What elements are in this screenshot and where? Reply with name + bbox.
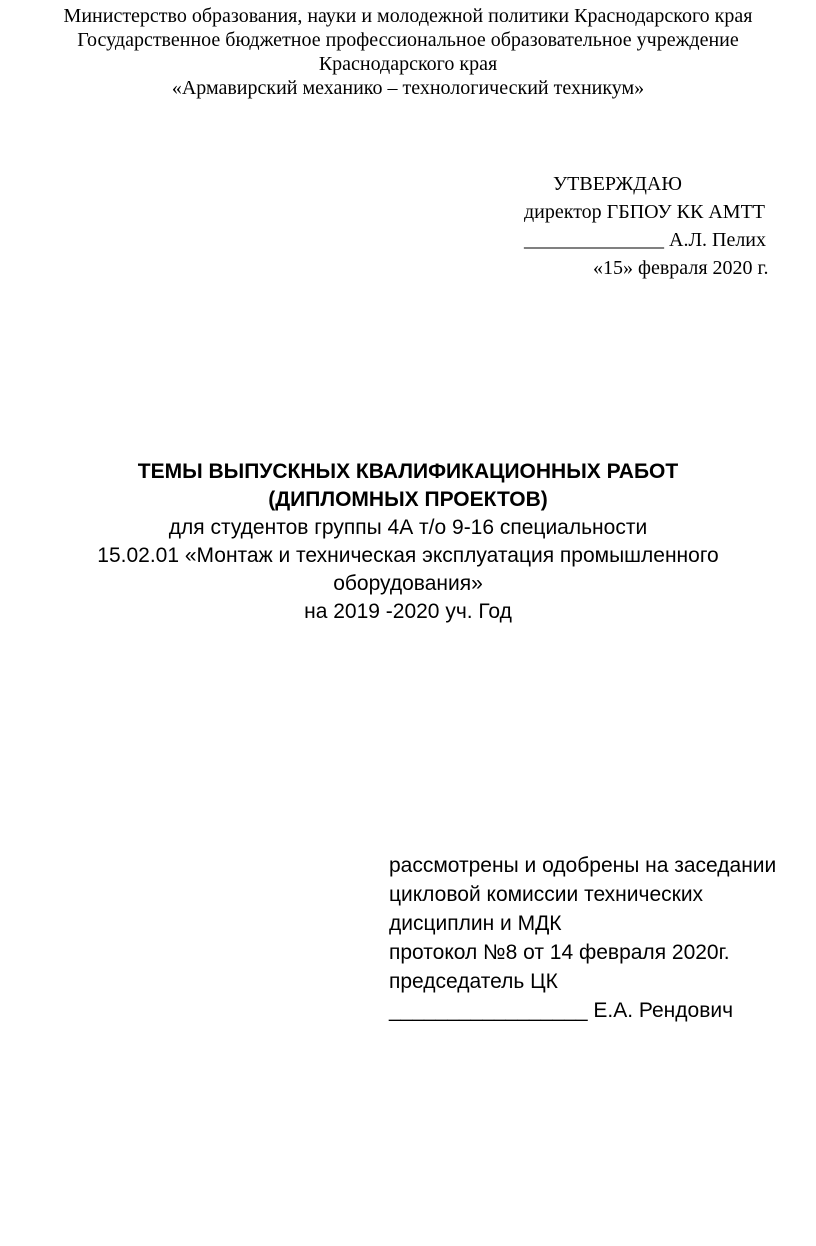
- institution-name: «Армавирский механико – технологический техникум»: [171, 77, 645, 99]
- committee-chair-title: председатель ЦК: [389, 970, 558, 993]
- protocol-number: протокол №8 от 14 февраля 2020г.: [389, 941, 730, 964]
- institution-type: Государственное бюджетное профессиональное образовательное учреждение: [77, 29, 739, 51]
- committee-line-1: рассмотрены и одобрены на заседании: [389, 854, 777, 877]
- approver-signature: ______________ А.Л. Пелих: [524, 229, 767, 251]
- committee-line-3: дисциплин и МДК: [389, 912, 562, 935]
- approval-heading: УТВЕРЖДАЮ: [553, 173, 682, 195]
- committee-line-2: цикловой комиссии технических: [389, 883, 704, 906]
- student-group: для студентов группы 4А т/о 9-16 специальности: [168, 516, 648, 539]
- committee-approval-block: [389, 851, 809, 1025]
- approval-block: [520, 170, 790, 282]
- approver-position: директор ГБПОУ КК АМТТ: [524, 201, 765, 223]
- approval-date: «15» февраля 2020 г.: [593, 257, 769, 279]
- ministry-name: Министерство образования, науки и молодежной политики Краснодарского края: [63, 5, 753, 27]
- document-subtitle: (ДИПЛОМНЫХ ПРОЕКТОВ): [268, 488, 548, 511]
- specialty-name-end: оборудования»: [333, 572, 483, 595]
- committee-chair-signature: _________________ Е.А. Рендович: [389, 999, 734, 1022]
- document-title: ТЕМЫ ВЫПУСКНЫХ КВАЛИФИКАЦИОННЫХ РАБОТ: [137, 460, 679, 483]
- academic-year: на 2019 -2020 уч. Год: [304, 600, 512, 623]
- specialty-code: 15.02.01 «Монтаж и техническая эксплуатация промышленного: [97, 544, 719, 567]
- document-title-block: [0, 458, 816, 626]
- institution-region: Краснодарского края: [318, 53, 498, 75]
